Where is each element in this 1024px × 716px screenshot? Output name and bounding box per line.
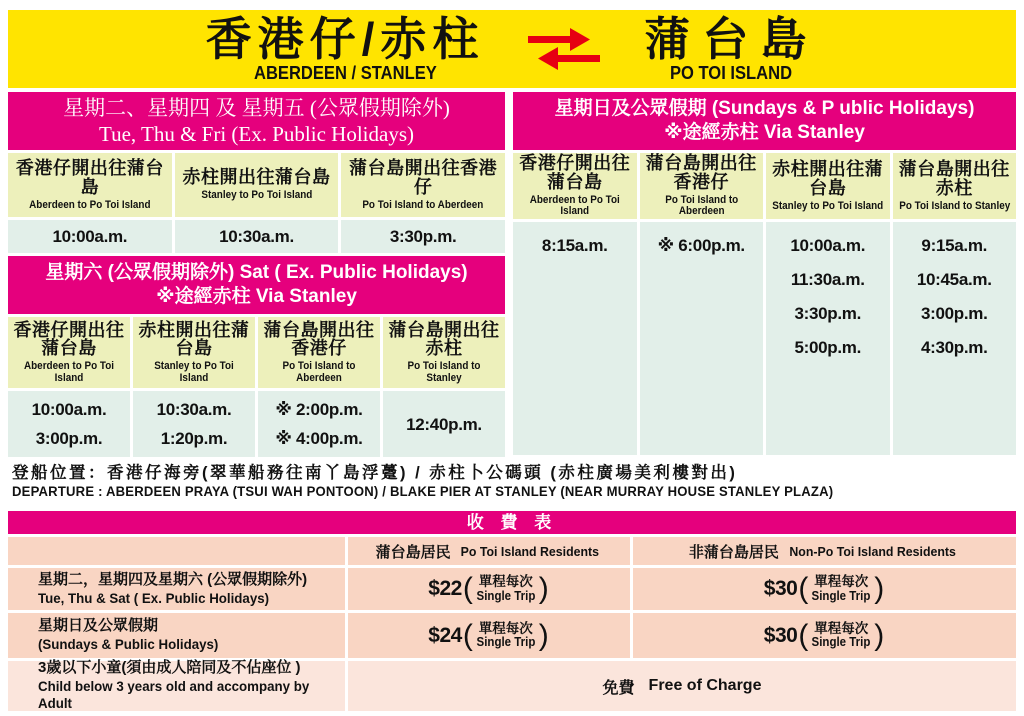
saturday-column-headers [8,317,505,388]
fare-row-label: 3歲以下小童(須由成人陪同及不佔座位 ) Child below 3 years old and accompany by Adult [8,661,345,711]
time-cell: 10:30a.m. 1:20p.m. [133,391,255,457]
fare-header-row [8,537,1016,565]
fare-row-child [8,661,1016,711]
banner-right [644,13,819,83]
time-cell: 10:00a.m. 3:00p.m. [8,391,130,457]
col-potoi-to-stanley: 蒲台島開出往赤柱 Po Toi Island to Stanley [383,317,505,388]
col-stanley-to-potoi: 赤柱開出往蒲台島 Stanley to Po Toi Island [175,153,339,217]
col-aberdeen-to-potoi: 香港仔開出往蒲台島 Aberdeen to Po Toi Island [8,317,130,388]
col-aberdeen-to-potoi: 香港仔開出往蒲台島 Aberdeen to Po Toi Island [8,153,172,217]
weekday-header-en: Tue, Thu & Fri (Ex. Public Holidays) [98,122,414,146]
table-weekday-saturday [8,92,505,457]
saturday-header-line2: ※途經赤柱 Via Stanley [156,286,357,307]
col-aberdeen-to-potoi: 香港仔開出往蒲台島 Aberdeen to Po Toi Island [513,153,637,219]
fare-resident-price: $24 ( 單程每次 Single Trip ) [348,613,630,658]
banner-right-title-cn: 蒲台島 [644,13,819,65]
fare-non-resident-price: $30 ( 單程每次 Single Trip ) [633,568,1016,610]
time-cell: ※ 6:00p.m. [640,222,764,455]
weekday-section-header [8,92,505,150]
saturday-header-line1: 星期六 (公眾假期除外) Sat ( Ex. Public Holidays) [45,262,468,284]
departure-info [8,463,1016,507]
timetables [8,92,1016,457]
fare-non-resident-price: $30 ( 單程每次 Single Trip ) [633,613,1016,658]
col-potoi-to-aberdeen: 蒲台島開出往香港仔 Po Toi Island to Aberdeen [640,153,764,219]
sunday-header-line2: ※途經赤柱 Via Stanley [664,122,865,143]
col-stanley-to-potoi: 赤柱開出往蒲台島 Stanley to Po Toi Island [766,153,890,219]
time-cell: 9:15a.m. 10:45a.m. 3:00p.m. 4:30p.m. [893,222,1017,455]
banner-left-title-cn: 香港仔/赤柱 [205,13,485,65]
saturday-times-row [8,391,505,457]
fare-row-label: 星期日及公眾假期 (Sundays & Public Holidays) [8,613,345,658]
sunday-header-line1: 星期日及公眾假期 (Sundays & P ublic Holidays) [554,98,975,120]
fare-header-non-residents: 非蒲台島居民 Non-Po Toi Island Residents [633,537,1016,565]
banner-left-title-en: ABERDEEN / STANLEY [253,63,437,83]
time-cell: 8:15a.m. [513,222,637,455]
fare-resident-price: $22 ( 單程每次 Single Trip ) [348,568,630,610]
col-potoi-to-aberdeen: 蒲台島開出往香港仔 Po Toi Island to Aberdeen [341,153,505,217]
fare-row-label: 星期二，星期四及星期六 (公眾假期除外) Tue, Thu & Sat ( Ex. Public Holidays) [8,568,345,610]
sunday-column-headers [513,153,1016,219]
route-banner [8,10,1016,88]
fare-row-sunday [8,613,1016,658]
two-way-arrow-icon [522,22,606,76]
weekday-header-cn: 星期二、星期四 及 星期五 (公眾假期除外) [63,95,450,120]
banner-left [205,13,485,83]
saturday-section-header [8,256,505,314]
table-sunday-holidays [513,92,1016,457]
sunday-section-header [513,92,1016,150]
col-stanley-to-potoi: 赤柱開出往蒲台島 Stanley to Po Toi Island [133,317,255,388]
time-cell: ※ 2:00p.m. ※ 4:00p.m. [258,391,380,457]
sunday-times-row [513,222,1016,455]
banner-right-title-en: PO TOI ISLAND [670,63,793,83]
time-cell: 10:00a.m. [8,220,172,253]
fare-row-weekday [8,568,1016,610]
fare-table-title: 收 費 表 [8,511,1016,534]
time-cell: 3:30p.m. [341,220,505,253]
fare-free-of-charge-cell: 免費 Free of Charge [348,661,1016,711]
time-cell: 12:40p.m. [383,391,505,457]
fare-header-residents: 蒲台島居民 Po Toi Island Residents [348,537,630,565]
weekday-times-row [8,220,505,253]
departure-line-en: DEPARTURE : ABERDEEN PRAYA (TSUI WAH PONTOON) / BLAKE PIER AT STANLEY (NEAR MURRAY HOUSE STANLEY PLAZA) [12,484,834,500]
weekday-column-headers [8,153,505,217]
col-potoi-to-stanley: 蒲台島開出往赤柱 Po Toi Island to Stanley [893,153,1017,219]
fare-header-blank [8,537,345,565]
fare-table [8,511,1016,711]
departure-line-cn: 登船位置：香港仔海旁(翠華船務往南丫島浮躉) / 赤柱卜公碼頭 (赤柱廣場美利樓對出) [12,464,738,482]
time-cell: 10:00a.m. 11:30a.m. 3:30p.m. 5:00p.m. [766,222,890,455]
time-cell: 10:30a.m. [175,220,339,253]
col-potoi-to-aberdeen: 蒲台島開出往香港仔 Po Toi Island to Aberdeen [258,317,380,388]
